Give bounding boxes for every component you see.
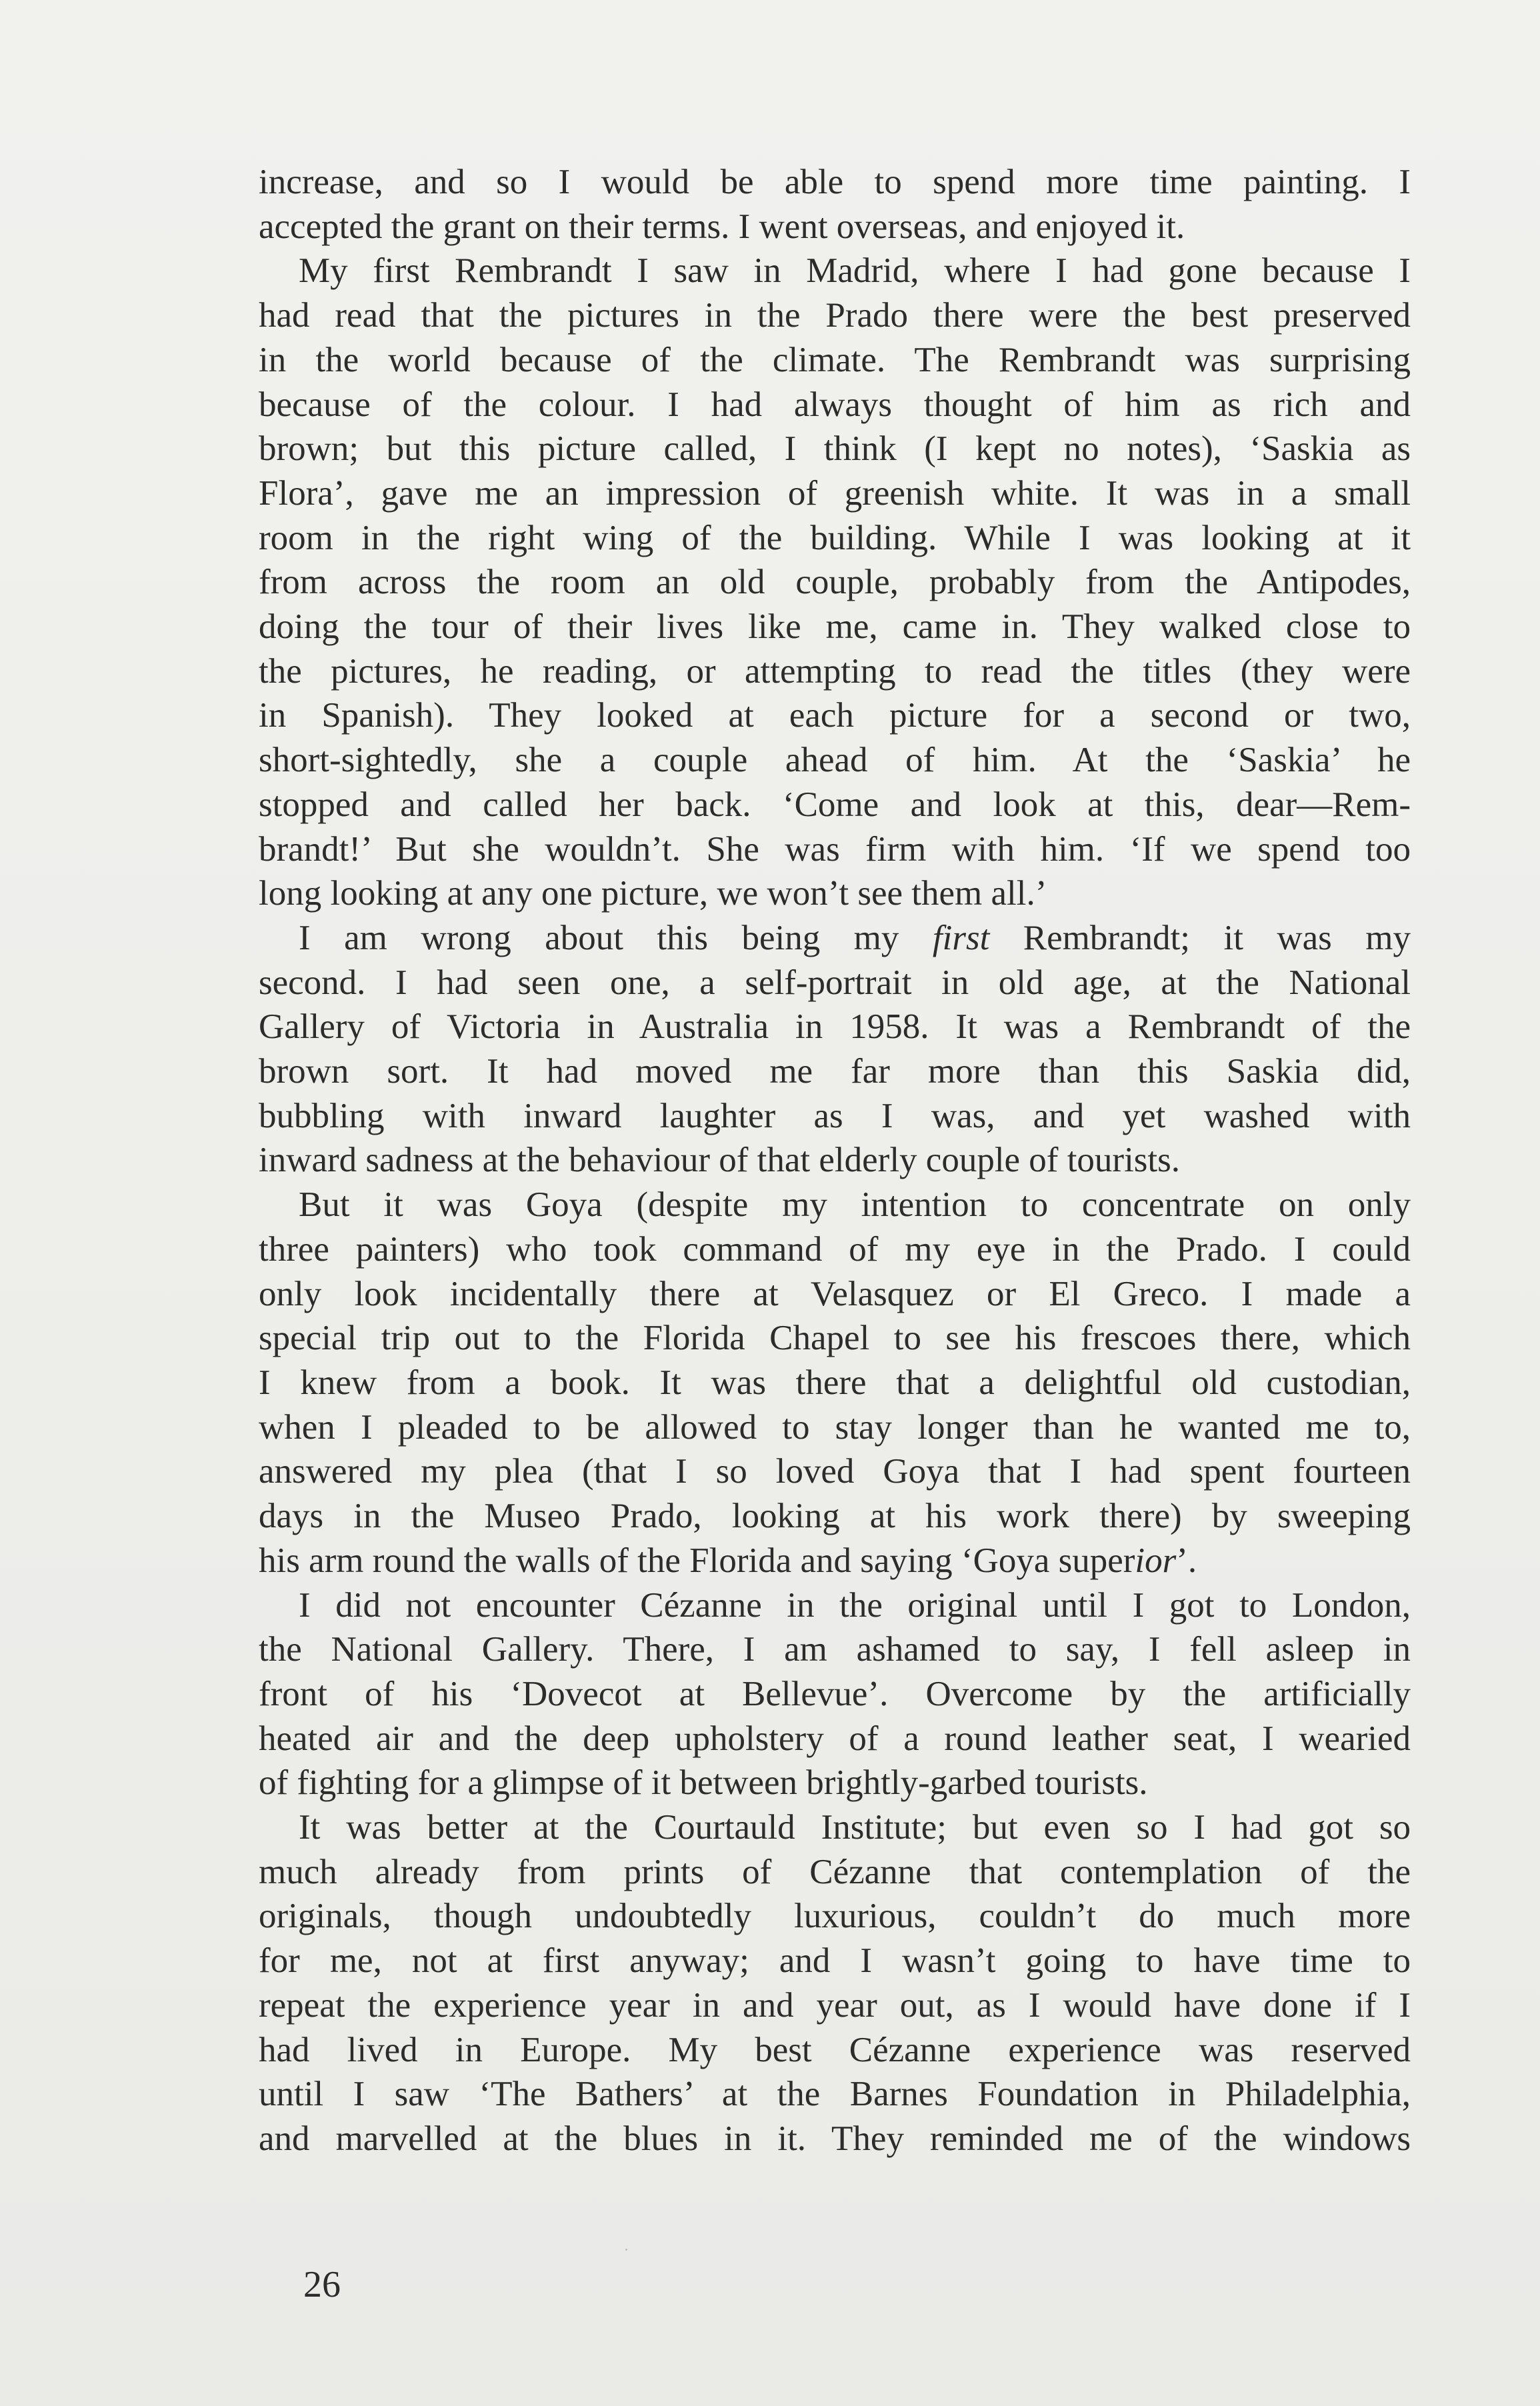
page-number: 26 [303, 2264, 341, 2305]
paper-speck [625, 2249, 627, 2251]
text-line: the National Gallery. There, I am ashamed to say, I fell asleep in [259, 1630, 1411, 1669]
text-line: accepted the grant on their terms. I went overseas, and enjoyed it. [259, 207, 1185, 246]
text-line: until I saw ‘The Bathers’ at the Barnes Foundation in Philadelphia, [259, 2075, 1411, 2114]
text-line: three painters) who took command of my eye in the Prado. I could [259, 1229, 1411, 1269]
text-line: stopped and called her back. ‘Come and look at this, dear—Rem- [259, 785, 1411, 824]
text-line: for me, not at first anyway; and I wasn’t going to have time to [259, 1941, 1411, 1981]
text-line: second. I had seen one, a self-portrait in old age, at the National [259, 963, 1411, 1002]
text-line: room in the right wing of the building. While I was looking at it [259, 518, 1411, 557]
text-line: repeat the experience year in and year out, as I would have done if I [259, 1985, 1411, 2025]
text-line: special trip out to the Florida Chapel to see his frescoes there, which [259, 1319, 1411, 1358]
text-line: long looking at any one picture, we won’t see them all.’ [259, 874, 1047, 913]
text-run: ’. [1176, 1541, 1197, 1580]
text-line: originals, though undoubtedly luxurious, couldn’t do much more [259, 1897, 1411, 1936]
text-line: front of his ‘Dovecot at Bellevue’. Overcome by the artificially [259, 1674, 1411, 1713]
text-line: brown; but this picture called, I think (I kept no notes), ‘Saskia as [259, 429, 1411, 469]
text-line: when I pleaded to be allowed to stay longer than he wanted me to, [259, 1407, 1411, 1447]
text-line: Gallery of Victoria in Australia in 1958. It was a Rembrandt of the [259, 1007, 1411, 1047]
text-run: I am wrong about this being my [299, 918, 933, 957]
text-line: I knew from a book. It was there that a delightful old custodian, [259, 1363, 1411, 1402]
text-line: in the world because of the climate. The Rembrandt was surprising [259, 340, 1411, 379]
italic-emphasis: first [932, 918, 990, 957]
body-text [259, 160, 1411, 2161]
text-line: increase, and so I would be able to spend more time painting. I [259, 163, 1411, 201]
italic-emphasis: ior [1135, 1541, 1177, 1580]
text-line: had lived in Europe. My best Cézanne experience was reserved [259, 2030, 1411, 2069]
text-line: doing the tour of their lives like me, came in. They walked close to [259, 607, 1411, 647]
text-run: Rembrandt; it was my [989, 918, 1411, 957]
text-line: bubbling with inward laughter as I was, and yet washed with [259, 1096, 1411, 1135]
text-line: heated air and the deep upholstery of a round leather seat, I wearied [259, 1719, 1411, 1758]
text-line: had read that the pictures in the Prado there were the best preserved [259, 296, 1411, 335]
text-line: days in the Museo Prado, looking at his work there) by sweeping [259, 1497, 1411, 1536]
text-line: the pictures, he reading, or attempting to read the titles (they were [259, 651, 1411, 691]
text-line: of fighting for a glimpse of it between brightly-garbed tourists. [259, 1763, 1148, 1803]
text-line: because of the colour. I had always thought of him as rich and [259, 385, 1411, 424]
text-line: short-sightedly, she a couple ahead of him. At the ‘Saskia’ he [259, 741, 1411, 780]
text-line: answered my plea (that I so loved Goya that I had spent fourteen [259, 1452, 1411, 1491]
text-line [259, 1539, 1411, 1583]
text-line: and marvelled at the blues in it. They reminded me of the windows [259, 2119, 1411, 2158]
text-line: Flora’, gave me an impression of greenish white. It was in a small [259, 473, 1411, 513]
text-line [259, 916, 1411, 961]
text-line: in Spanish). They looked at each picture for a second or two, [259, 696, 1411, 735]
text-line: I did not encounter Cézanne in the original until I got to London, [299, 1585, 1411, 1625]
text-line: inward sadness at the behaviour of that elderly couple of tourists. [259, 1141, 1181, 1180]
text-line: It was better at the Courtauld Institute; but even so I had got so [299, 1808, 1411, 1847]
text-run: his arm round the walls of the Florida and saying ‘Goya super [259, 1541, 1135, 1580]
text-line: much already from prints of Cézanne that contemplation of the [259, 1852, 1411, 1891]
text-line: My first Rembrandt I saw in Madrid, where I had gone because I [299, 251, 1411, 291]
text-line: only look incidentally there at Velasquez or El Greco. I made a [259, 1274, 1411, 1313]
text-line: But it was Goya (despite my intention to concentrate on only [299, 1185, 1411, 1225]
text-line: from across the room an old couple, probably from the Antipodes, [259, 563, 1411, 602]
text-line: brandt!’ But she wouldn’t. She was firm with him. ‘If we spend too [259, 829, 1411, 869]
text-line: brown sort. It had moved me far more than this Saskia did, [259, 1052, 1411, 1091]
